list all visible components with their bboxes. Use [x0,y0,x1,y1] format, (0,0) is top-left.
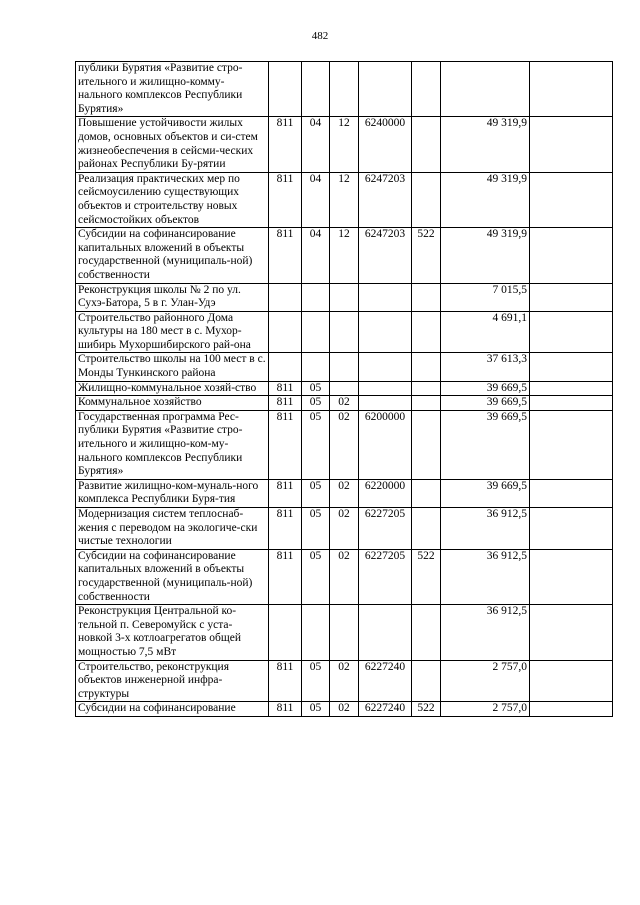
empty-cell [530,172,613,227]
expense-type-cell [412,381,441,396]
ministry-code-cell [269,353,302,381]
target-article-cell: 6247203 [359,172,412,227]
table-row [76,549,613,604]
ministry-code-cell [269,311,302,353]
section-code-cell: 05 [302,660,330,702]
expense-type-cell: 522 [412,549,441,604]
section-code-cell [302,353,330,381]
subsection-code-cell: 12 [330,117,359,172]
amount-cell: 39 669,5 [441,410,530,479]
ministry-code-cell: 811 [269,172,302,227]
section-code-cell: 05 [302,508,330,550]
subsection-code-cell [330,283,359,311]
subsection-code-cell [330,381,359,396]
target-article-cell: 6227205 [359,549,412,604]
section-code-cell: 04 [302,117,330,172]
table-row [76,62,613,117]
amount-cell: 49 319,9 [441,172,530,227]
subsection-code-cell [330,353,359,381]
table-row [76,117,613,172]
item-name-cell: Модернизация систем теплоснаб-жения с переводом на экологиче-ски чистые технологии [76,508,269,550]
target-article-cell [359,311,412,353]
amount-cell: 36 912,5 [441,605,530,660]
target-article-cell [359,381,412,396]
section-code-cell [302,283,330,311]
expense-type-cell [412,311,441,353]
section-code-cell: 05 [302,479,330,507]
table-row [76,353,613,381]
empty-cell [530,479,613,507]
ministry-code-cell [269,283,302,311]
target-article-cell [359,62,412,117]
amount-cell: 39 669,5 [441,479,530,507]
expense-type-cell [412,117,441,172]
subsection-code-cell: 02 [330,660,359,702]
ministry-code-cell: 811 [269,508,302,550]
item-name-cell: Реконструкция Центральной ко-тельной п. Северомуйск с уста-новкой 3-х котлоагрегатов общей мощностью 7,5 мВт [76,605,269,660]
table-row [76,172,613,227]
ministry-code-cell: 811 [269,410,302,479]
empty-cell [530,381,613,396]
subsection-code-cell: 12 [330,172,359,227]
target-article-cell [359,353,412,381]
item-name-cell: Строительство школы на 100 мест в с. Монды Тункинского района [76,353,269,381]
ministry-code-cell [269,62,302,117]
empty-cell [530,311,613,353]
expense-type-cell [412,353,441,381]
section-code-cell: 05 [302,702,330,717]
amount-cell: 2 757,0 [441,702,530,717]
amount-cell: 4 691,1 [441,311,530,353]
budget-table-body [76,62,613,717]
target-article-cell: 6200000 [359,410,412,479]
subsection-code-cell: 02 [330,396,359,411]
item-name-cell: Повышение устойчивости жилых домов, основных объектов и си-стем жизнеобеспечения в сейсми-ческих районах Республики Бу-рятии [76,117,269,172]
subsection-code-cell: 02 [330,479,359,507]
table-row [76,508,613,550]
ministry-code-cell: 811 [269,702,302,717]
table-row [76,702,613,717]
target-article-cell [359,283,412,311]
empty-cell [530,228,613,283]
ministry-code-cell: 811 [269,117,302,172]
section-code-cell: 05 [302,549,330,604]
subsection-code-cell: 02 [330,410,359,479]
item-name-cell: Субсидии на софинансирование капитальных вложений в объекты государственной (муниципаль-ной) собственности [76,228,269,283]
ministry-code-cell: 811 [269,396,302,411]
item-name-cell: Реализация практических мер по сейсмоусилению существующих объектов и строительству новых сейсмостойких объектов [76,172,269,227]
item-name-cell: Субсидии на софинансирование капитальных вложений в объекты государственной (муниципаль-ной) собственности [76,549,269,604]
subsection-code-cell [330,62,359,117]
empty-cell [530,660,613,702]
amount-cell: 39 669,5 [441,381,530,396]
target-article-cell: 6227205 [359,508,412,550]
table-row [76,660,613,702]
expense-type-cell [412,396,441,411]
amount-cell: 49 319,9 [441,228,530,283]
expense-type-cell [412,410,441,479]
section-code-cell: 05 [302,410,330,479]
section-code-cell: 04 [302,228,330,283]
subsection-code-cell: 12 [330,228,359,283]
section-code-cell [302,605,330,660]
page-number: 482 [311,30,329,42]
section-code-cell [302,62,330,117]
ministry-code-cell: 811 [269,228,302,283]
empty-cell [530,508,613,550]
amount-cell: 36 912,5 [441,549,530,604]
section-code-cell: 04 [302,172,330,227]
subsection-code-cell [330,311,359,353]
section-code-cell: 05 [302,396,330,411]
target-article-cell: 6247203 [359,228,412,283]
amount-cell [441,62,530,117]
target-article-cell: 6220000 [359,479,412,507]
amount-cell: 49 319,9 [441,117,530,172]
table-row [76,479,613,507]
target-article-cell: 6227240 [359,702,412,717]
section-code-cell: 05 [302,381,330,396]
item-name-cell: Реконструкция школы № 2 по ул. Сухэ-Батора, 5 в г. Улан-Удэ [76,283,269,311]
target-article-cell: 6240000 [359,117,412,172]
empty-cell [530,549,613,604]
amount-cell: 2 757,0 [441,660,530,702]
target-article-cell [359,396,412,411]
item-name-cell: Государственная программа Рес-публики Бурятия «Развитие стро-ительного и жилищно-ком-му-нального комплексов Республики Бурятия» [76,410,269,479]
table-row [76,283,613,311]
empty-cell [530,396,613,411]
item-name-cell: Строительство, реконструкция объектов инженерной инфра-структуры [76,660,269,702]
amount-cell: 39 669,5 [441,396,530,411]
item-name-cell: Коммунальное хозяйство [76,396,269,411]
expense-type-cell [412,605,441,660]
item-name-cell: Жилищно-коммунальное хозяй-ство [76,381,269,396]
subsection-code-cell: 02 [330,549,359,604]
amount-cell: 7 015,5 [441,283,530,311]
ministry-code-cell: 811 [269,381,302,396]
empty-cell [530,62,613,117]
item-name-cell: Субсидии на софинансирование [76,702,269,717]
table-row [76,228,613,283]
empty-cell [530,117,613,172]
section-code-cell [302,311,330,353]
ministry-code-cell: 811 [269,660,302,702]
expense-type-cell: 522 [412,702,441,717]
table-row [76,410,613,479]
empty-cell [530,605,613,660]
item-name-cell: Строительство районного Дома культуры на 180 мест в с. Мухор-шибирь Мухоршибирского рай-она [76,311,269,353]
ministry-code-cell: 811 [269,549,302,604]
budget-table [75,61,613,717]
subsection-code-cell: 02 [330,508,359,550]
expense-type-cell [412,62,441,117]
ministry-code-cell [269,605,302,660]
table-row [76,396,613,411]
empty-cell [530,410,613,479]
expense-type-cell: 522 [412,228,441,283]
subsection-code-cell: 02 [330,702,359,717]
ministry-code-cell: 811 [269,479,302,507]
empty-cell [530,283,613,311]
expense-type-cell [412,283,441,311]
target-article-cell [359,605,412,660]
item-name-cell: Развитие жилищно-ком-муналь-ного комплекса Республики Буря-тия [76,479,269,507]
subsection-code-cell [330,605,359,660]
expense-type-cell [412,660,441,702]
amount-cell: 36 912,5 [441,508,530,550]
expense-type-cell [412,508,441,550]
target-article-cell: 6227240 [359,660,412,702]
item-name-cell: публики Бурятия «Развитие стро-ительного и жилищно-комму-нального комплексов Республики Бурятия» [76,62,269,117]
table-row [76,605,613,660]
expense-type-cell [412,172,441,227]
table-row [76,381,613,396]
expense-type-cell [412,479,441,507]
table-row [76,311,613,353]
amount-cell: 37 613,3 [441,353,530,381]
empty-cell [530,702,613,717]
empty-cell [530,353,613,381]
